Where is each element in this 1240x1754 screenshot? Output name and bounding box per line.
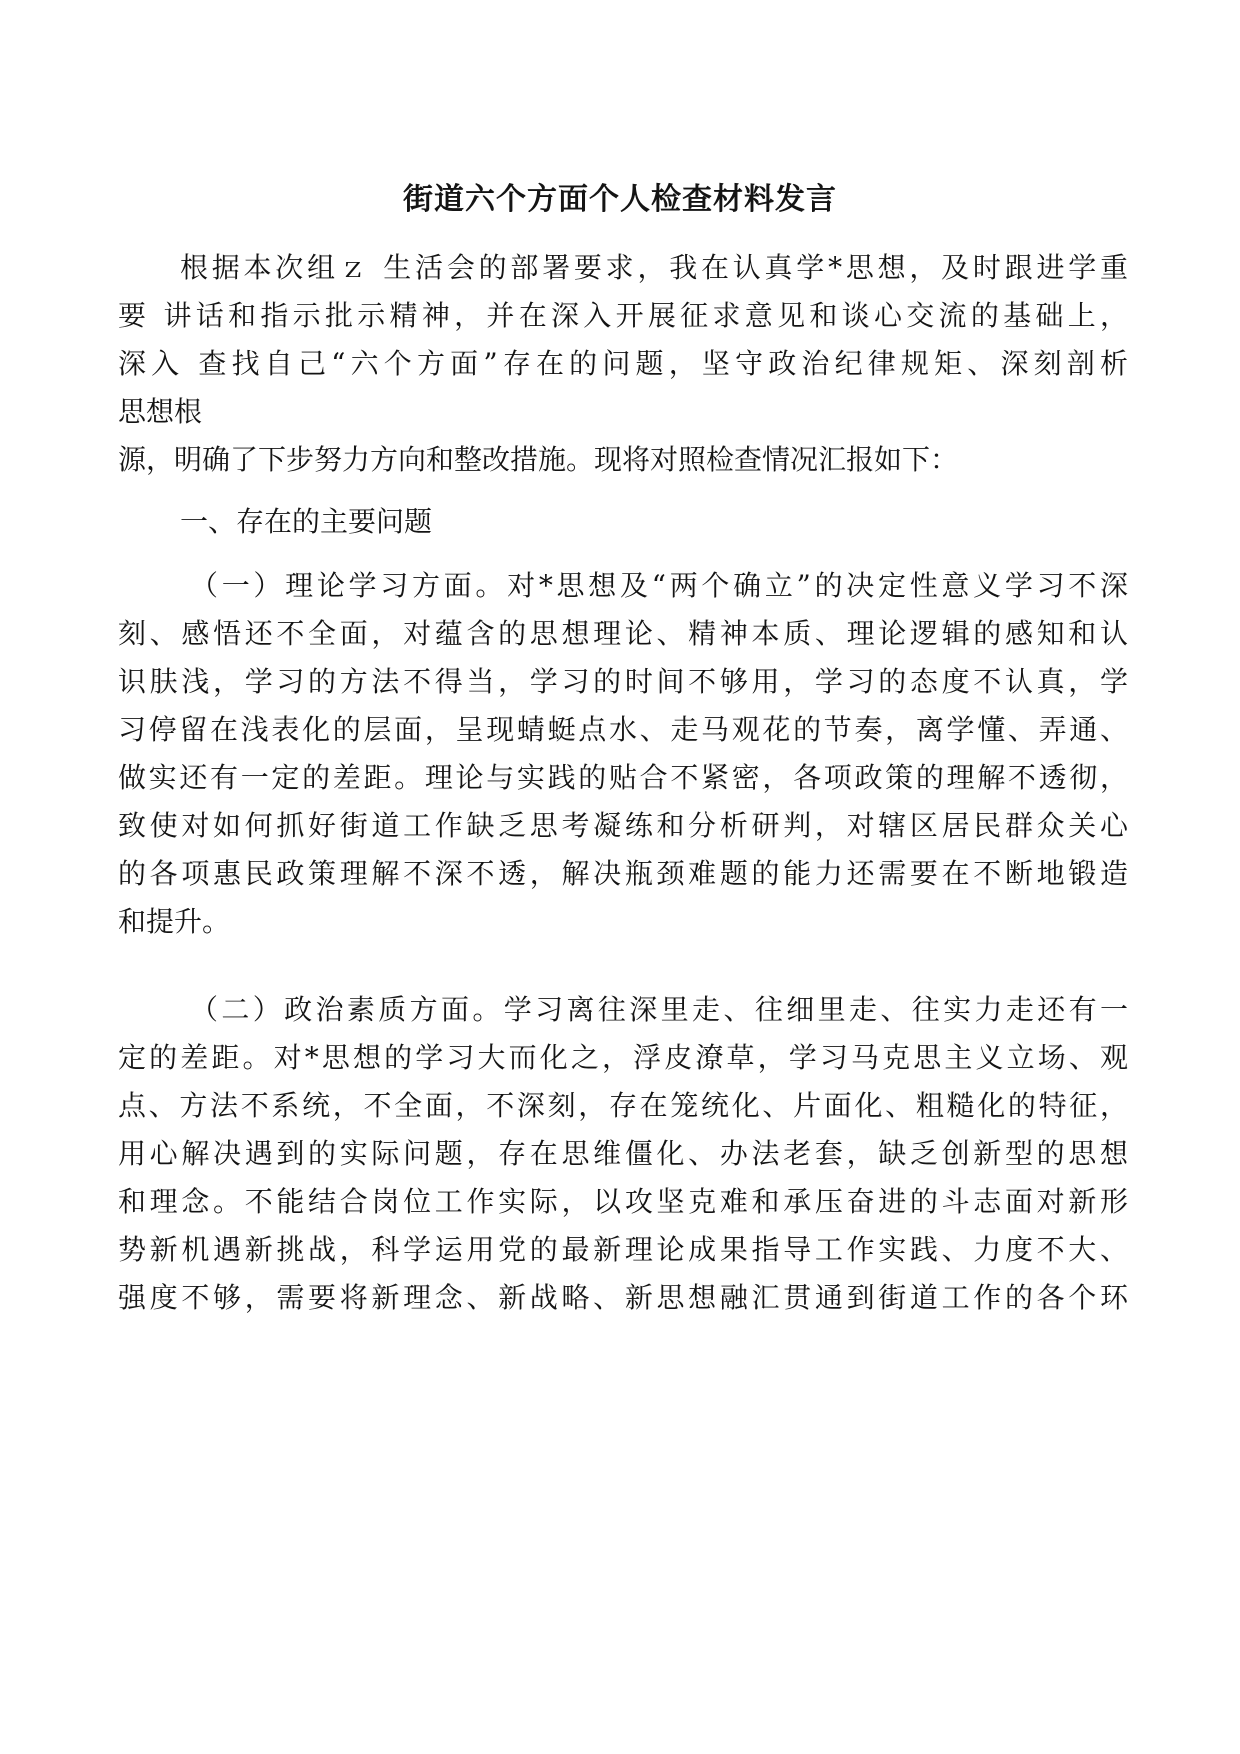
para1-line-1: （一）理论学习方面。对*思想及“两个确立”的决定性意义学习不深 (190, 569, 1128, 602)
intro-line-4: 思想根 (118, 395, 203, 428)
para2-line-3: 点、方法不系统，不全面，不深刻，存在笼统化、片面化、粗糙化的特征， (118, 1089, 1128, 1122)
para2-line-2: 定的差距。对*思想的学习大而化之，浮皮潦草，学习马克思主义立场、观 (118, 1041, 1128, 1074)
document-title: 街道六个方面个人检查材料发言 (403, 182, 837, 217)
para2-line-6: 势新机遇新挑战，科学运用党的最新理论成果指导工作实践、力度不大、 (118, 1233, 1128, 1266)
para1-line-3: 识肤浅，学习的方法不得当，学习的时间不够用，学习的态度不认真，学 (118, 665, 1128, 698)
para2-line-1: （二）政治素质方面。学习离往深里走、往细里走、往实力走还有一 (190, 993, 1128, 1026)
intro-line-1: 根据本次组ｚ 生活会的部署要求，我在认真学*思想，及时跟进学重 (180, 251, 1128, 284)
intro-line-5: 源，明确了下步努力方向和整改措施。现将对照检查情况汇报如下： (118, 443, 959, 476)
para1-line-5: 做实还有一定的差距。理论与实践的贴合不紧密，各项政策的理解不透彻， (118, 761, 1128, 794)
para1-line-8: 和提升。 (118, 905, 231, 938)
para1-line-6: 致使对如何抓好街道工作缺乏思考凝练和分析研判，对辖区居民群众关心 (118, 809, 1128, 842)
section-heading: 一、存在的主要问题 (180, 505, 433, 538)
para1-line-4: 习停留在浅表化的层面，呈现蜻蜓点水、走马观花的节奏，离学懂、弄通、 (118, 713, 1128, 746)
para2-line-5: 和理念。不能结合岗位工作实际，以攻坚克难和承压奋进的斗志面对新形 (118, 1185, 1128, 1218)
intro-line-2: 要 讲话和指示批示精神，并在深入开展征求意见和谈心交流的基础上， (118, 299, 1128, 332)
intro-line-3: 深入 查找自己“六个方面”存在的问题，坚守政治纪律规矩、深刻剖析 (118, 347, 1128, 380)
para2-line-4: 用心解决遇到的实际问题，存在思维僵化、办法老套，缺乏创新型的思想 (118, 1137, 1128, 1170)
para2-line-7: 强度不够，需要将新理念、新战略、新思想融汇贯通到街道工作的各个环 (118, 1281, 1128, 1314)
para1-line-2: 刻、感悟还不全面，对蕴含的思想理论、精神本质、理论逻辑的感知和认 (118, 617, 1128, 650)
para1-line-7: 的各项惠民政策理解不深不透，解决瓶颈难题的能力还需要在不断地锻造 (118, 857, 1128, 890)
